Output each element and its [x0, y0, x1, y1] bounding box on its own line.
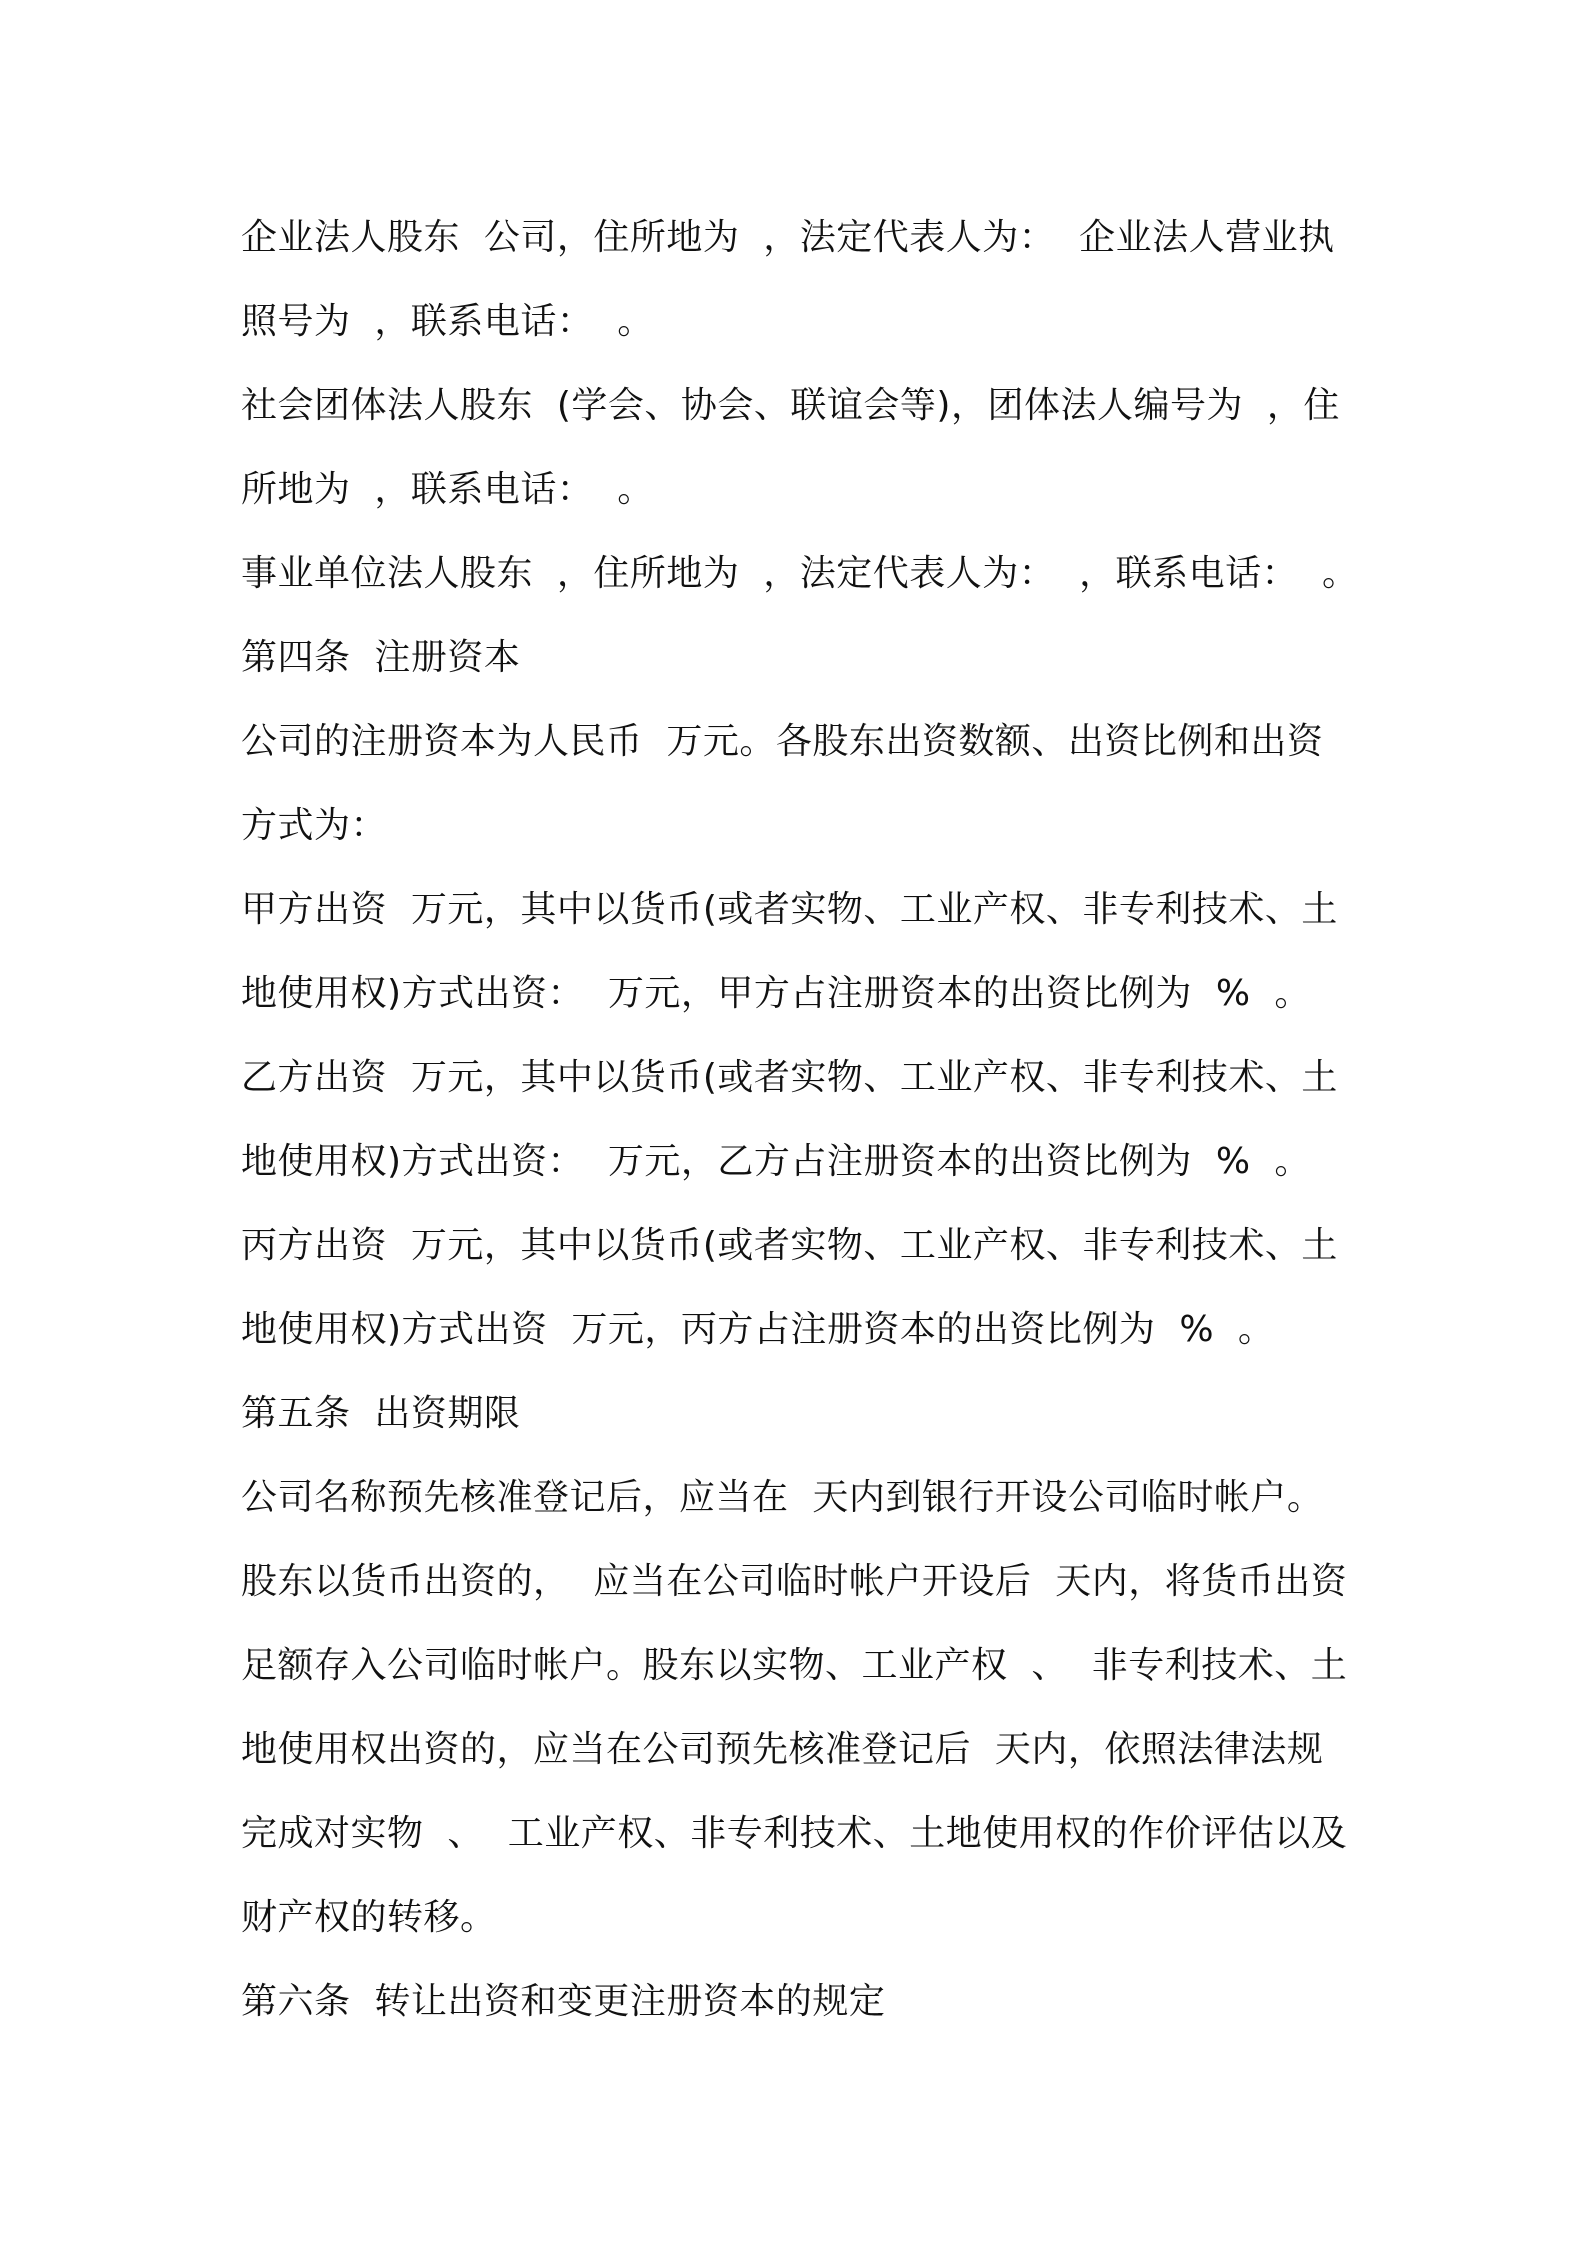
text-line-social-group-shareholder-2: 所地为 ，联系电话： 。: [241, 469, 654, 510]
text-line-contribution-period-5: 完成对实物 、 工业产权、非专利技术、土地使用权的作价评估以及: [241, 1813, 1348, 1854]
text-line-social-group-shareholder-1: 社会团体法人股东 (学会、协会、联谊会等)，团体法人编号为 ，住: [241, 385, 1340, 426]
text-line-registered-capital-1: 公司的注册资本为人民币 万元。各股东出资数额、出资比例和出资: [241, 721, 1324, 762]
document-body: [241, 196, 1361, 2044]
text-line-party-a-1: 甲方出资 万元，其中以货币(或者实物、工业产权、非专利技术、土: [241, 889, 1338, 930]
text-line-contribution-period-6: 财产权的转移。: [241, 1897, 497, 1938]
article-5-heading: 第五条 出资期限: [241, 1393, 521, 1434]
text-line-party-b-1: 乙方出资 万元，其中以货币(或者实物、工业产权、非专利技术、土: [241, 1057, 1338, 1098]
text-line-party-a-2: 地使用权)方式出资： 万元，甲方占注册资本的出资比例为 % 。: [241, 973, 1311, 1014]
text-line-enterprise-shareholder-2: 照号为 ，联系电话： 。: [241, 301, 654, 342]
text-line-registered-capital-2: 方式为：: [241, 805, 388, 846]
text-line-contribution-period-1: 公司名称预先核准登记后，应当在 天内到银行开设公司临时帐户。: [241, 1477, 1324, 1518]
text-line-contribution-period-4: 地使用权出资的，应当在公司预先核准登记后 天内，依照法律法规: [241, 1729, 1324, 1770]
text-line-party-b-2: 地使用权)方式出资： 万元，乙方占注册资本的出资比例为 % 。: [241, 1141, 1311, 1182]
text-line-contribution-period-2: 股东以货币出资的， 应当在公司临时帐户开设后 天内，将货币出资: [241, 1561, 1348, 1602]
text-line-enterprise-shareholder-1: 企业法人股东 公司，住所地为 ，法定代表人为： 企业法人营业执: [241, 217, 1335, 258]
text-line-party-c-1: 丙方出资 万元，其中以货币(或者实物、工业产权、非专利技术、土: [241, 1225, 1338, 1266]
article-4-heading: 第四条 注册资本: [241, 637, 521, 678]
text-line-contribution-period-3: 足额存入公司临时帐户。股东以实物、工业产权 、 非专利技术、土: [241, 1645, 1348, 1686]
article-6-heading: 第六条 转让出资和变更注册资本的规定: [241, 1981, 886, 2022]
text-line-party-c-2: 地使用权)方式出资 万元，丙方占注册资本的出资比例为 % 。: [241, 1309, 1275, 1350]
text-line-institution-shareholder: 事业单位法人股东 ，住所地为 ，法定代表人为： ，联系电话： 。: [241, 553, 1359, 594]
